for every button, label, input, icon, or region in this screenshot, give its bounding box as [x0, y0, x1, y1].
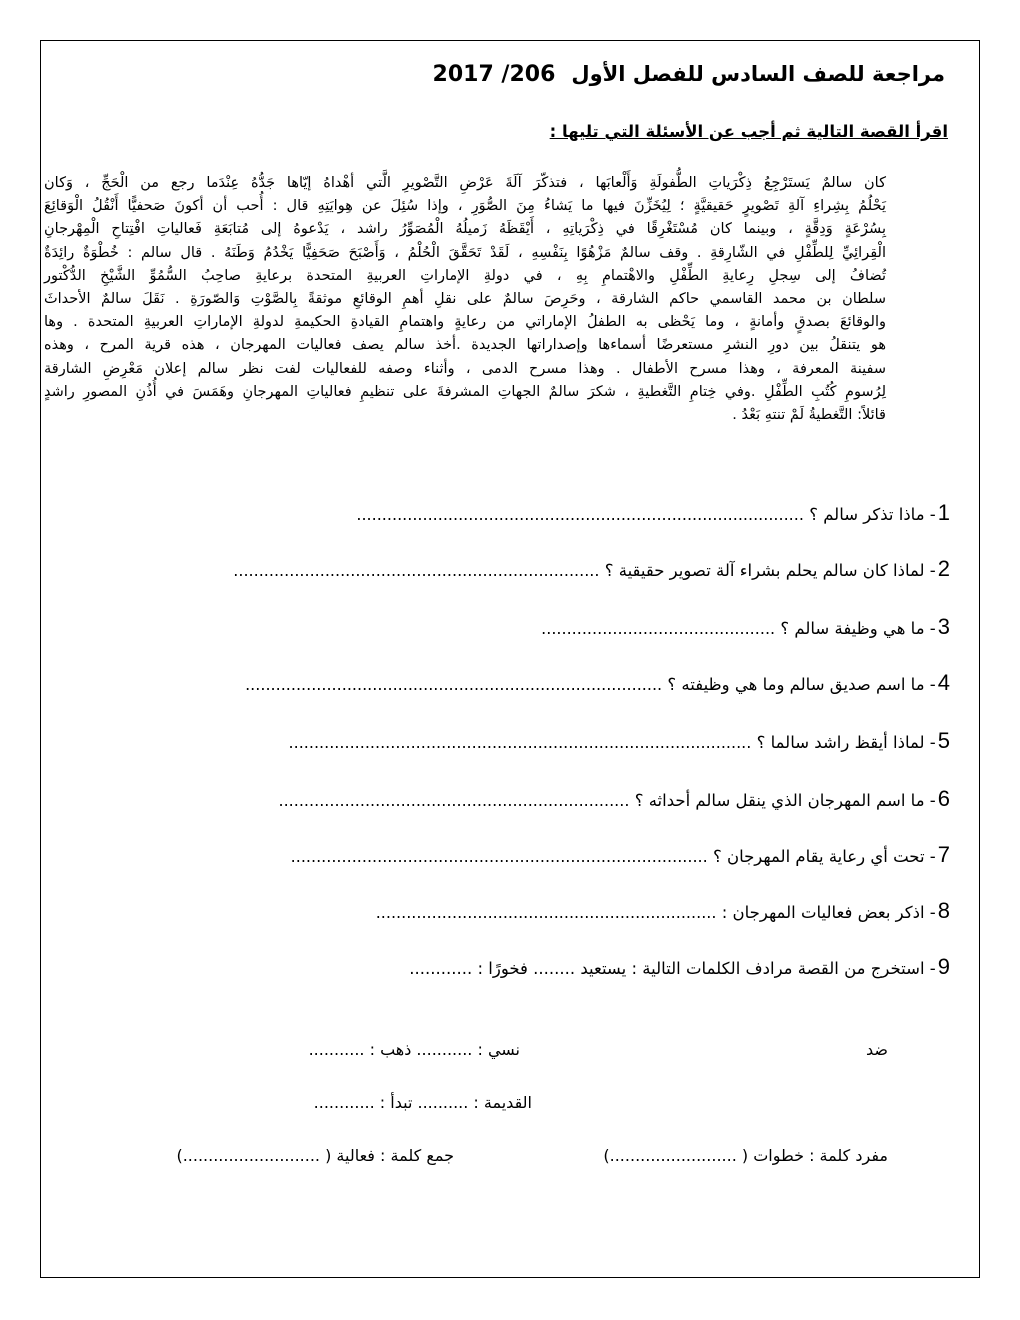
question-number: 5	[937, 728, 950, 753]
passage-line: يَحْلُمُ بِشِراءِ آلةِ تَصْويرٍ حَقيقيَّةٍ ؛ لِيُخَزِّنَ فيها ما يَشاءُ مِنَ الصُّوَرِ ، وإذا سُئِلَ عن هِوايَتِهِ قال : أُحب أن أكونَ صَحفيًّا أَنْقُلُ الْوَقائِعَ	[44, 198, 886, 215]
question-text: - تحت أي رعاية يقام المهرجان ؟	[712, 847, 936, 866]
question-4	[245, 670, 950, 696]
title-text: مراجعة للصف السادس للفصل الأول	[571, 62, 945, 86]
question-5	[289, 728, 950, 754]
question-text: - اذكر بعض فعاليات المهرجان :	[721, 903, 936, 922]
passage-line: الْقِرائِيِّ لِلطِّفْلِ في الشّارِقةِ . وقف سالمٌ مَزْهُوًا بِنَفْسِهِ ، لَقَدْ تَحَقَّقَ الْحُلْمُ ، وَأَصْبَحَ صَحَفِيًّا يَخْدُمُ وَطَنَهُ . قال سالم : خُطْوَةٌ رائِدَةٌ	[44, 244, 886, 261]
passage-line: قائلاً: التَّغطيةُ لَمْ تنتهِ بَعْدُ .	[732, 407, 886, 424]
question-number: 3	[937, 614, 950, 639]
question-text: - ما اسم صديق سالم وما هي وظيفته ؟	[667, 675, 936, 694]
question-text: - استخرج من القصة مرادف الكلمات التالية : يستعيد ........ فخورًا : ............	[409, 959, 936, 978]
question-8	[376, 898, 950, 924]
story-passage	[44, 172, 886, 427]
question-text: - ماذا تذكر سالم ؟	[809, 505, 936, 524]
question-number: 1	[937, 500, 950, 525]
plural-exercise: جمع كلمة : فعالية ( ...........................)	[176, 1146, 454, 1165]
answer-blank[interactable]: ..............................................	[541, 619, 776, 638]
answer-blank[interactable]: ........................................................................	[233, 561, 600, 580]
passage-line: لِرُسومِ كُتُبِ الطِّفْلِ .وفي خِتامِ التَّغطيةِ ، شكرَ سالمٌ الجهاتِ المشرفةَ على تنظيمِ فعالياتِ المهرجانِ وهَمَسَ في أُذُنِ المصورِ راشدٍ	[44, 383, 886, 400]
passage-line: كان سالمٌ يَستَرْجِعُ ذِكْرَياتِ الطُّفولَةِ وَأَلْعابَها ، فتذكّرَ آلَةَ عَرْضِ التَّصْويرِ الَّتي أهْداهُ إيّاها جَدُّهُ عِنْدَما رجع من الْحَجِّ ، وَكان	[44, 175, 886, 191]
question-text: - ما هي وظيفة سالم ؟	[780, 619, 936, 638]
passage-line: والوقائعَ بصدقٍ وأمانةٍ ، وما يَحْظى به الطفلُ الإماراتي من رعايةٍ واهتمامِ القيادةِ الحكيمةِ لدولةِ الإماراتِ العربيةِ المتحدة . وها	[44, 314, 886, 331]
question-2	[233, 556, 950, 582]
singular-exercise: مفرد كلمة : خطوات ( .........................)	[603, 1146, 888, 1165]
question-3	[541, 614, 950, 640]
question-6	[279, 786, 951, 812]
title-year: 2017 /206	[432, 62, 556, 87]
question-text: - ما اسم المهرجان الذي ينقل سالم أحداثه ؟	[634, 791, 936, 810]
question-9	[409, 954, 950, 980]
question-number: 6	[937, 786, 950, 811]
answer-blank[interactable]: ..................................................................................	[245, 675, 663, 694]
answer-blank[interactable]: ..................................................................................	[290, 847, 708, 866]
passage-line: سفينة المعرفة ، وهذا مسرح الأطفال . وهذا مسرح الدمى ، وأثناء وصفه للفعاليات لفت نظر سالم إعلان مَعْرِضِ الشارقة	[44, 360, 886, 377]
passage-line: بِسُرْعَةٍ وَدِقَّةٍ ، وبينما كان مُسْتَغْرِقًا في ذِكْرَياتِهِ ، أَيْقَظَهُ زَميلُهُ الْمُصَوِّرُ راشد ، يَدْعوهُ إلى مُتابَعَةِ فَعالياتِ افْتِتاحِ الْمِهْرجانِ	[44, 221, 886, 238]
passage-line: هو يتنقلُ بين دورِ النشرِ مستعرضًا أسماءها وإصداراتها الجديدة .أخذ سالم يصف فعاليات المهرجان ، هذه قرية المرح ، وهذه	[44, 337, 886, 354]
question-text: - لماذا أيقظ راشد سالما ؟	[756, 733, 936, 752]
question-text: - لماذا كان سالم يحلم بشراء آلة تصوير حقيقية ؟	[604, 561, 936, 580]
question-number: 8	[937, 898, 950, 923]
question-7	[291, 842, 950, 868]
answer-blank[interactable]: ...................................................................	[375, 903, 717, 922]
passage-line: سلطان بن محمد القاسمي حاكم الشارقة ، وحَرِصَ سالمٌ على نقلِ أهمِ الوقائعِ موثقةً بِالصَّوْتِ وَالصّورَةِ . نَقَلَ سالمٌ الأحداثَ	[44, 291, 886, 308]
answer-blank[interactable]: ........................................................................................	[356, 505, 804, 524]
question-number: 4	[937, 670, 950, 695]
question-number: 9	[937, 954, 950, 979]
opposite-row-1: نسي : ........... ذهب : ...........	[308, 1040, 520, 1059]
opposite-row-2: القديمة : .......... تبدأ : ............	[313, 1093, 532, 1112]
page-title	[433, 62, 945, 87]
instructions: اقرأ القصة التالية ثم أجب عن الأسئلة التي تليها :	[549, 122, 948, 141]
opposite-label: ضد	[866, 1040, 888, 1059]
question-1	[356, 500, 950, 526]
question-number: 2	[937, 556, 950, 581]
answer-blank[interactable]: ...........................................................................................	[288, 733, 752, 752]
question-number: 7	[937, 842, 950, 867]
answer-blank[interactable]: .....................................................................	[278, 791, 630, 810]
passage-line: تُضافُ إلى سِجلِ رِعايةِ الطِّفْلِ والاهْتمامِ بِهِ ، في دولةِ الإماراتِ العربيةِ المتحدة برعايةِ صاحِبُ السُّمُوِّ الشَّيْخِ الدُّكْتور	[44, 267, 886, 284]
